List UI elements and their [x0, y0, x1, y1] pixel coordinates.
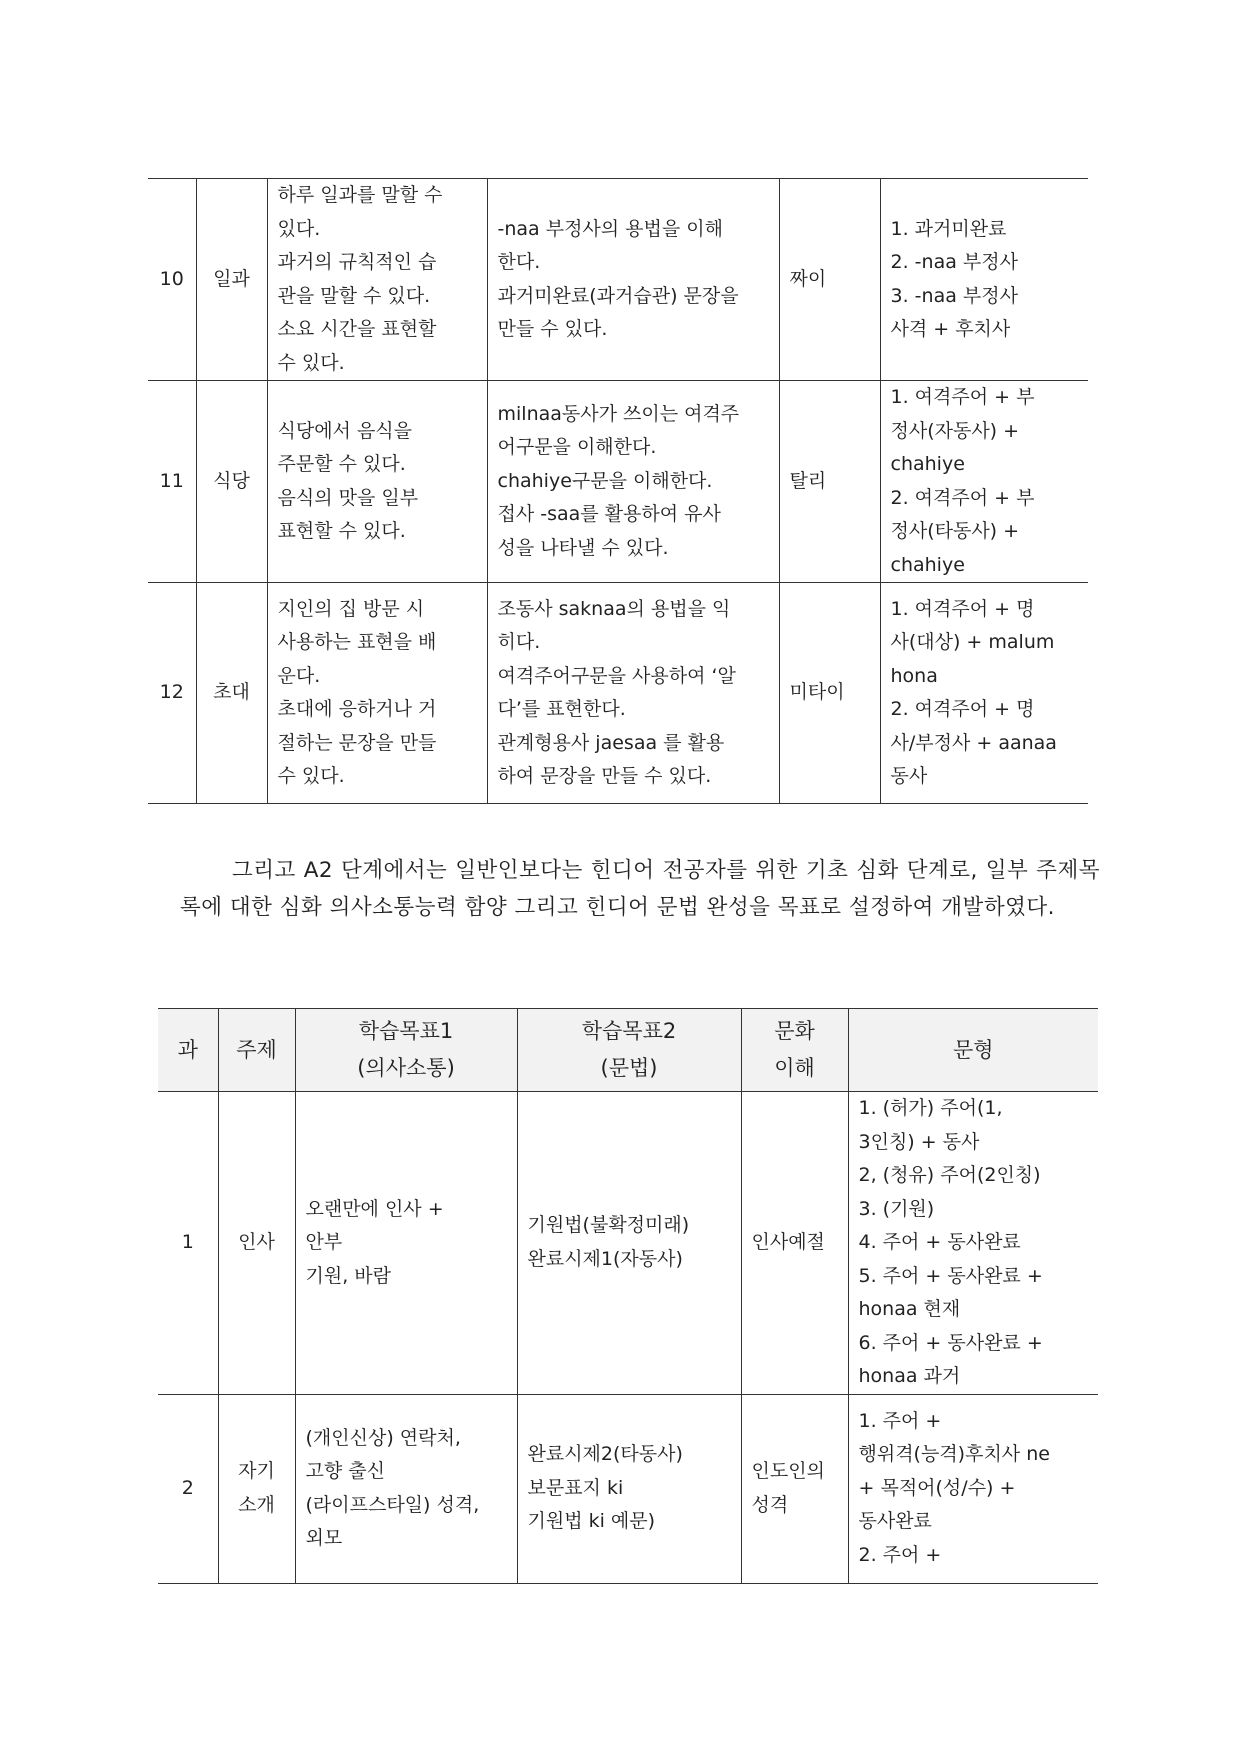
header-communication-goal: 학습목표1 (의사소통) [295, 1009, 517, 1092]
table-row [158, 1394, 1098, 1583]
grammar-goal: -naa 부정사의 용법을 이해 한다. 과거미완료(과거습관) 문장을 만들 수 있다. [487, 179, 779, 381]
lesson-topic: 일과 [196, 179, 267, 381]
table-row [148, 179, 1088, 381]
grammar-goal: milnaa동사가 쓰이는 여격주 어구문을 이해한다. chahiye구문을 이해한다. 접사 -saa를 활용하여 유사 성을 나타낼 수 있다. [487, 381, 779, 583]
sentence-pattern: 1. 여격주어 + 부 정사(자동사) + chahiye 2. 여격주어 + 부 정사(타동사) + chahiye [890, 386, 1035, 576]
header-topic: 주제 [218, 1009, 295, 1092]
header-grammar-goal: 학습목표2 (문법) [517, 1009, 741, 1092]
grammar-goal: 조동사 saknaa의 용법을 익 히다. 여격주어구문을 사용하여 ‘알 다’를 표현한다. 관계형용사 jaesaa 를 활용 하여 문장을 만들 수 있다. [487, 583, 779, 804]
sentence-pattern: 1. 주어 + 행위격(능격)후치사 ne + 목적어(성/수) + 동사완료 2. 주어 + [858, 1409, 1050, 1566]
lesson-table-a1 [148, 178, 1088, 804]
culture-topic: 탈리 [779, 381, 880, 583]
lesson-number: 1 [158, 1092, 218, 1395]
culture-topic: 인도인의 성격 [741, 1394, 848, 1583]
body-paragraph: 그리고 A2 단계에서는 일반인보다는 힌디어 전공자를 위한 기초 심화 단계로, 일부 주제목록에 대한 심화 의사소통능력 함양 그리고 힌디어 문법 완성을 목표로 설정하여 개발하였다. [180, 858, 1100, 920]
culture-topic: 인사예절 [741, 1092, 848, 1395]
lesson-topic: 식당 [196, 381, 267, 583]
sentence-pattern: 1. (허가) 주어(1, 3인칭) + 동사 2, (청유) 주어(2인칭) 3. (기원) 4. 주어 + 동사완료 5. 주어 + 동사완료 + honaa 현재 6. 주어 + 동사완료 + honaa 과거 [858, 1097, 1043, 1387]
grammar-goal: 기원법(불확정미래) 완료시제1(자동사) [517, 1092, 741, 1395]
communication-goal: 오랜만에 인사 + 안부 기원, 바람 [295, 1092, 517, 1395]
header-culture: 문화 이해 [741, 1009, 848, 1092]
table-header-row [158, 1009, 1098, 1092]
table-row [148, 381, 1088, 583]
communication-goal: (개인신상) 연락처, 고향 출신 (라이프스타일) 성격, 외모 [295, 1394, 517, 1583]
lesson-topic: 자기 소개 [218, 1394, 295, 1583]
communication-goal: 식당에서 음식을 주문할 수 있다. 음식의 맛을 일부 표현할 수 있다. [267, 381, 487, 583]
sentence-pattern: 1. 여격주어 + 명 사(대상) + malum hona 2. 여격주어 + 명 사/부정사 + aanaa 동사 [890, 597, 1057, 787]
lesson-topic: 초대 [196, 583, 267, 804]
grammar-goal: 완료시제2(타동사) 보문표지 ki 기원법 ki 예문) [517, 1394, 741, 1583]
lesson-number: 10 [148, 179, 196, 381]
header-lesson: 과 [158, 1009, 218, 1092]
lesson-table-a2 [158, 1008, 1098, 1584]
communication-goal: 하루 일과를 말할 수 있다. 과거의 규칙적인 습 관을 말할 수 있다. 소요 시간을 표현할 수 있다. [267, 179, 487, 381]
table-row [148, 583, 1088, 804]
lesson-number: 2 [158, 1394, 218, 1583]
communication-goal: 지인의 집 방문 시 사용하는 표현을 배 운다. 초대에 응하거나 거 절하는 문장을 만들 수 있다. [267, 583, 487, 804]
culture-topic: 미타이 [779, 583, 880, 804]
lesson-topic: 인사 [218, 1092, 295, 1395]
header-pattern: 문형 [848, 1009, 1098, 1092]
lesson-number: 11 [148, 381, 196, 583]
sentence-pattern: 1. 과거미완료 2. -naa 부정사 3. -naa 부정사 사격 + 후치사 [890, 217, 1018, 340]
table-row [158, 1092, 1098, 1395]
culture-topic: 짜이 [779, 179, 880, 381]
lesson-number: 12 [148, 583, 196, 804]
